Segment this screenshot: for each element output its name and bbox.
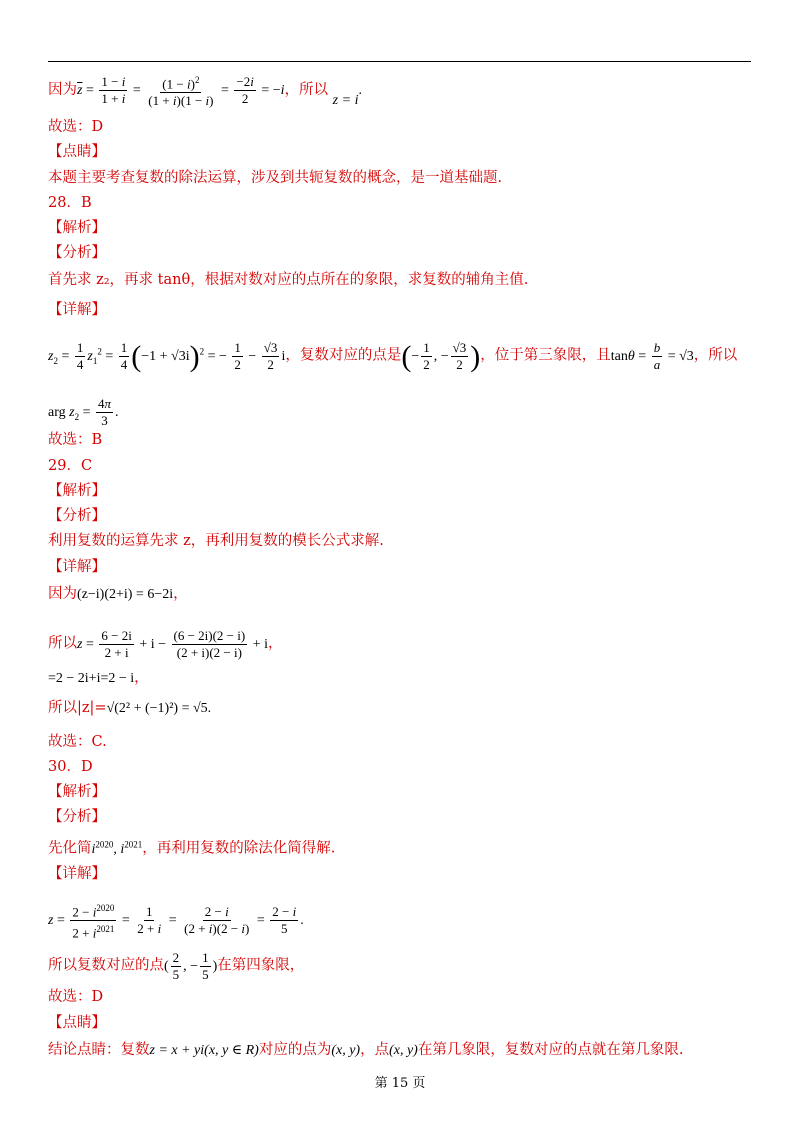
q27-comment: 本题主要考查复数的除法运算，涉及到共轭复数的概念，是一道基础题. <box>48 170 503 186</box>
q30-comment: 结论点睛：复数z = x + yi(x, y ∈ R)对应的点为(x, y)，点(x, y)在第几象限，复数对应的点就在第几象限. <box>48 1042 684 1058</box>
q30-heading-jiexi: 【解析】 <box>48 784 106 800</box>
q29-line3: =2 − 2i+i=2 − i， <box>48 670 149 686</box>
q28-heading-fenxi: 【分析】 <box>48 245 106 261</box>
q28-heading-jiexi: 【解析】 <box>48 220 106 236</box>
q28-detail-point: (− $\frac{1}{2}$ , − $\frac{√3}{2}$ ) <box>401 339 481 373</box>
q30-conclusion-point: ( $\frac{2}{5}$ , − $\frac{1}{5}$ ) <box>164 950 218 982</box>
q28-answer: 故选：B <box>48 432 103 448</box>
q27-reason-lead: 因为 <box>48 81 77 98</box>
q29-number: 29．C <box>48 458 93 474</box>
q27-reason-line: 因为$\overline{z}$ = $\frac{1 - i}{1 + i}$ = $\frac{(1 - i)^2}{(1 + i)(1 - i)}$ = $\frac{-2i}{2}$ = −i，所以 z = i. <box>48 72 362 109</box>
q29-heading-jiexi: 【解析】 <box>48 483 106 499</box>
q29-heading-xiangjie: 【详解】 <box>48 559 106 575</box>
q29-line2: 所以z = $\frac{6 - 2i}{2 + i}$ + i − $\frac{(6 - 2i)(2 - i)}{(2 + i)(2 - i)}$ + i， <box>48 628 283 660</box>
page-footer: 第 15 页 <box>374 1076 426 1091</box>
q30-detail <box>48 900 304 942</box>
q28-number: 28．B <box>48 195 92 211</box>
q29-answer: 故选：C. <box>48 734 107 750</box>
q29-line3-math: =2 − 2i+i=2 − i <box>48 671 135 686</box>
q27-result: z = i <box>332 92 359 108</box>
q29-line4-math: √(2² + (−1)²) = √5 <box>106 701 208 716</box>
q28-detail-text3: ，所以 <box>693 347 738 364</box>
q27-comment-heading: 【点睛】 <box>48 144 106 160</box>
q30-heading-fenxi: 【分析】 <box>48 809 106 825</box>
q30-detail-math: z = $\frac{2 - i^{2020}}{2 + i^{2021}}$ = $\frac{1}{2 + i}$ = $\frac{2 - i}{(2 + i)(2 - i)}$ = $\frac{2 - i}{5}$ . <box>48 913 304 928</box>
q28-detail-line <box>48 340 737 373</box>
q28-detail-math: $z_2$ = $\frac{1}{4}$ $z_1^2$ = $\frac{1}{4}$ $(-1 + √3i)^2$ = − $\frac{1}{2}$ − $\frac{√3}{2}$ i <box>48 339 286 373</box>
q30-comment-math: z = x + yi(x, y ∈ R) <box>149 1043 259 1058</box>
q29-line2-math: z = $\frac{6 - 2i}{2 + i}$ + i − $\frac{(6 - 2i)(2 - i)}{(2 + i)(2 - i)}$ + i <box>77 628 268 660</box>
q29-heading-fenxi: 【分析】 <box>48 508 106 524</box>
q28-analysis: 首先求 z₂，再求 tanθ，根据对数对应的点所在的象限，求复数的辅角主值. <box>48 272 529 288</box>
q30-analysis-math: $i^{2020}$, $i^{2021}$ <box>91 839 143 857</box>
q30-heading-xiangjie: 【详解】 <box>48 866 106 882</box>
q28-detail-tan: tanθ = $\frac{b}{a}$ = √3 <box>610 340 694 372</box>
q30-conclusion: 所以复数对应的点( $\frac{2}{5}$ , − $\frac{1}{5}$ )在第四象限， <box>48 950 305 982</box>
q29-line4: 所以|z|=√(2² + (−1)²) = √5. <box>48 700 212 716</box>
q27-reason-math: $\overline{z}$ = $\frac{1 - i}{1 + i}$ = $\frac{(1 - i)^2}{(1 + i)(1 - i)}$ = $\frac{-2i}{2}$ = −i <box>77 83 285 98</box>
q28-arg: arg $z_2$ = $\frac{4\pi}{3}$ . <box>48 396 119 428</box>
q28-detail-text1: ，复数对应的点是 <box>285 347 402 364</box>
q30-analysis: 先化简$i^{2020}$, $i^{2021}$，再利用复数的除法化简得解. <box>48 839 336 857</box>
q29-line1: 因为(z−i)(2+i) = 6−2i， <box>48 586 188 602</box>
q30-answer: 故选：D <box>48 989 104 1005</box>
q29-line1-math: (z−i)(2+i) = 6−2i <box>77 587 174 602</box>
q29-analysis: 利用复数的运算先求 z，再利用复数的模长公式求解. <box>48 533 384 549</box>
q28-detail-text2: ，位于第三象限，且 <box>480 347 611 364</box>
header-rule <box>48 61 751 62</box>
q30-number: 30．D <box>48 759 93 775</box>
q27-reason-tail: ，所以 <box>284 81 329 98</box>
q27-answer: 故选：D <box>48 119 104 135</box>
q28-heading-xiangjie: 【详解】 <box>48 302 106 318</box>
q30-comment-heading: 【点睛】 <box>48 1015 106 1031</box>
